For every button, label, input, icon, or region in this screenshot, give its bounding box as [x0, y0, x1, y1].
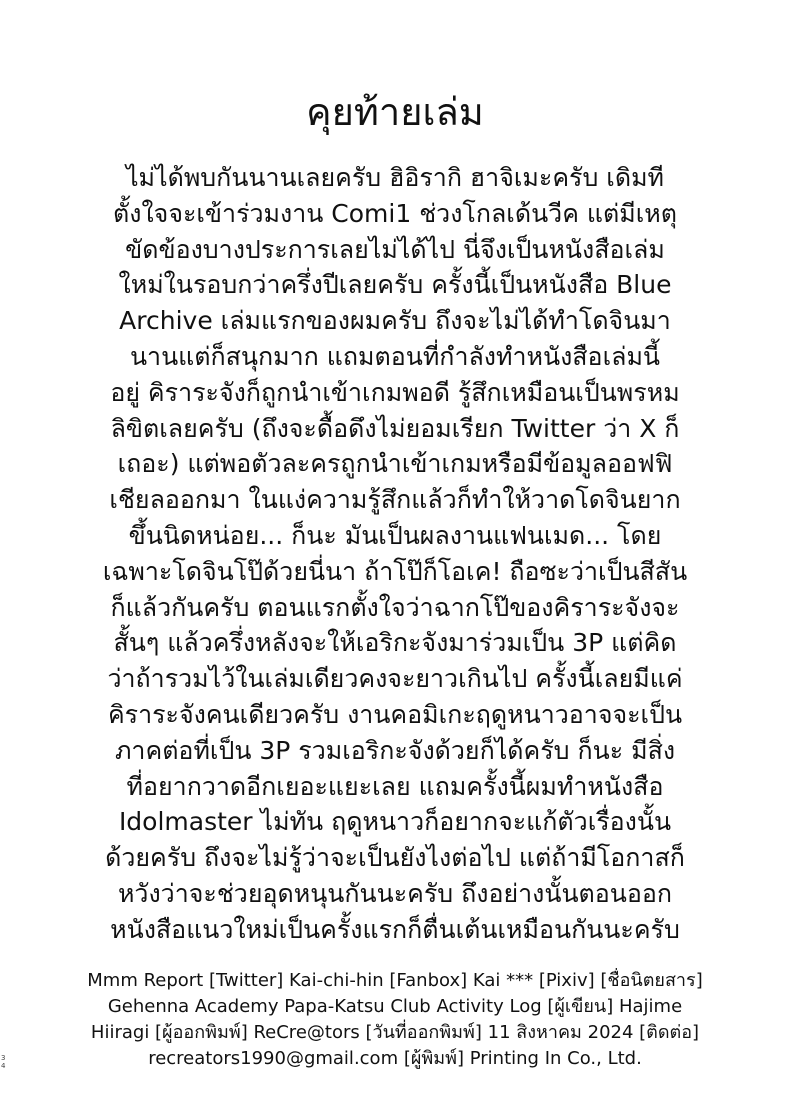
body-text-line: สั้นๆ แล้วครึ่งหลังจะให้เอริกะจังมาร่วมเป็น 3P แต่คิด: [113, 628, 677, 658]
body-text-line: ภาคต่อที่เป็น 3P รวมเอริกะจังด้วยก็ได้ครับ ก็นะ มีสิ่ง: [114, 735, 676, 765]
body-text-line: ที่อยากวาดอีกเยอะแยะเลย แถมครั้งนี้ผมทำหนังสือ: [126, 771, 664, 801]
body-text-line: เฉพาะโดจินโป๊ด้วยนี่นา ถ้าโป๊ก็โอเค! ถือซะว่าเป็นสีสัน: [102, 556, 688, 586]
body-text-line: ไม่ได้พบกันนานเลยครับ ฮิอิรากิ ฮาจิเมะครับ เดิมที: [125, 163, 665, 192]
body-text-line: ด้วยครับ ถึงจะไม่รู้ว่าจะเป็นยังไงต่อไป แต่ถ้ามีโอกาสก็: [105, 843, 685, 873]
body-text-line: หนังสือแนวใหม่เป็นครั้งแรกก็ตื่นเต้นเหมือนกันนะครับ: [110, 914, 680, 944]
colophon-line: recreators1990@gmail.com [ผู้พิมพ์] Printing In Co., Ltd.: [148, 1048, 642, 1069]
body-text-line: Idolmaster ไม่ทัน ฤดูหนาวก็อยากจะแก้ตัวเรื่องนั้น: [118, 807, 672, 837]
body-text-line: ใหม่ในรอบกว่าครึ่งปีเลยครับ ครั้งนี้เป็นหนังสือ Blue: [118, 270, 672, 300]
colophon-line: Hiiragi [ผู้ออกพิมพ์] ReCre@tors [วันที่ออกพิมพ์] 11 สิงหาคม 2024 [ติดต่อ]: [90, 1022, 700, 1043]
page-number: [1, 1054, 5, 1070]
body-text-line: เชียลออกมา ในแง่ความรู้สึกแล้วก็ทำให้วาดโดจินยาก: [109, 485, 681, 515]
body-text-line: ขัดข้องบางประการเลยไม่ได้ไป นี่จึงเป็นหนังสือเล่ม: [125, 234, 665, 264]
body-text-line: คิราระจังคนเดียวครับ งานคอมิเกะฤดูหนาวอาจจะเป็น: [107, 699, 683, 729]
body-text-line: ตั้งใจจะเข้าร่วมงาน Comi1 ช่วงโกลเด้นวีค แต่มีเหตุ: [113, 198, 677, 228]
body-text-line: นานแต่ก็สนุกมาก แถมตอนที่กำลังทำหนังสือเล่มนี้: [129, 341, 661, 371]
body-text-line: ลิขิตเลยครับ (ถึงจะดื้อดึงไม่ยอมเรียก Twitter ว่า X ก็: [110, 413, 680, 443]
afterword-body: [48, 160, 742, 948]
body-text-line: เถอะ) แต่พอตัวละครถูกนำเข้าเกมหรือมีข้อมูลออฟฟิ: [117, 449, 673, 479]
body-text-line: ว่าถ้ารวมไว้ในเล่มเดียวคงจะยาวเกินไป ครั้งนี้เลยมีแค่: [107, 664, 683, 694]
colophon: [30, 968, 760, 1074]
colophon-line: Gehenna Academy Papa-Katsu Club Activity Log [ผู้เขียน] Hajime: [107, 996, 683, 1017]
body-text-line: Archive เล่มแรกของผมครับ ถึงจะไม่ได้ทำโดจินมา: [119, 306, 671, 336]
body-text-line: อยู่ คิราระจังก็ถูกนำเข้าเกมพอดี รู้สึกเหมือนเป็นพรหม: [110, 377, 680, 407]
page-number-digit: 4: [1, 1062, 6, 1070]
page-number-digit: 3: [1, 1054, 6, 1062]
colophon-line: Mmm Report [Twitter] Kai-chi-hin [Fanbox] Kai *** [Pixiv] [ชื่อนิตยสาร]: [87, 970, 703, 991]
body-text-line: หวังว่าจะช่วยอุดหนุนกันนะครับ ถึงอย่างนั้นตอนออก: [117, 878, 673, 908]
body-text-line: ก็แล้วกันครับ ตอนแรกตั้งใจว่าฉากโป๊ของคิราระจังจะ: [110, 592, 680, 622]
page-title: คุยท้ายเล่ม: [306, 90, 484, 134]
body-text-line: ขึ้นนิดหน่อย... ก็นะ มันเป็นผลงานแฟนเมด... โดย: [128, 520, 662, 550]
